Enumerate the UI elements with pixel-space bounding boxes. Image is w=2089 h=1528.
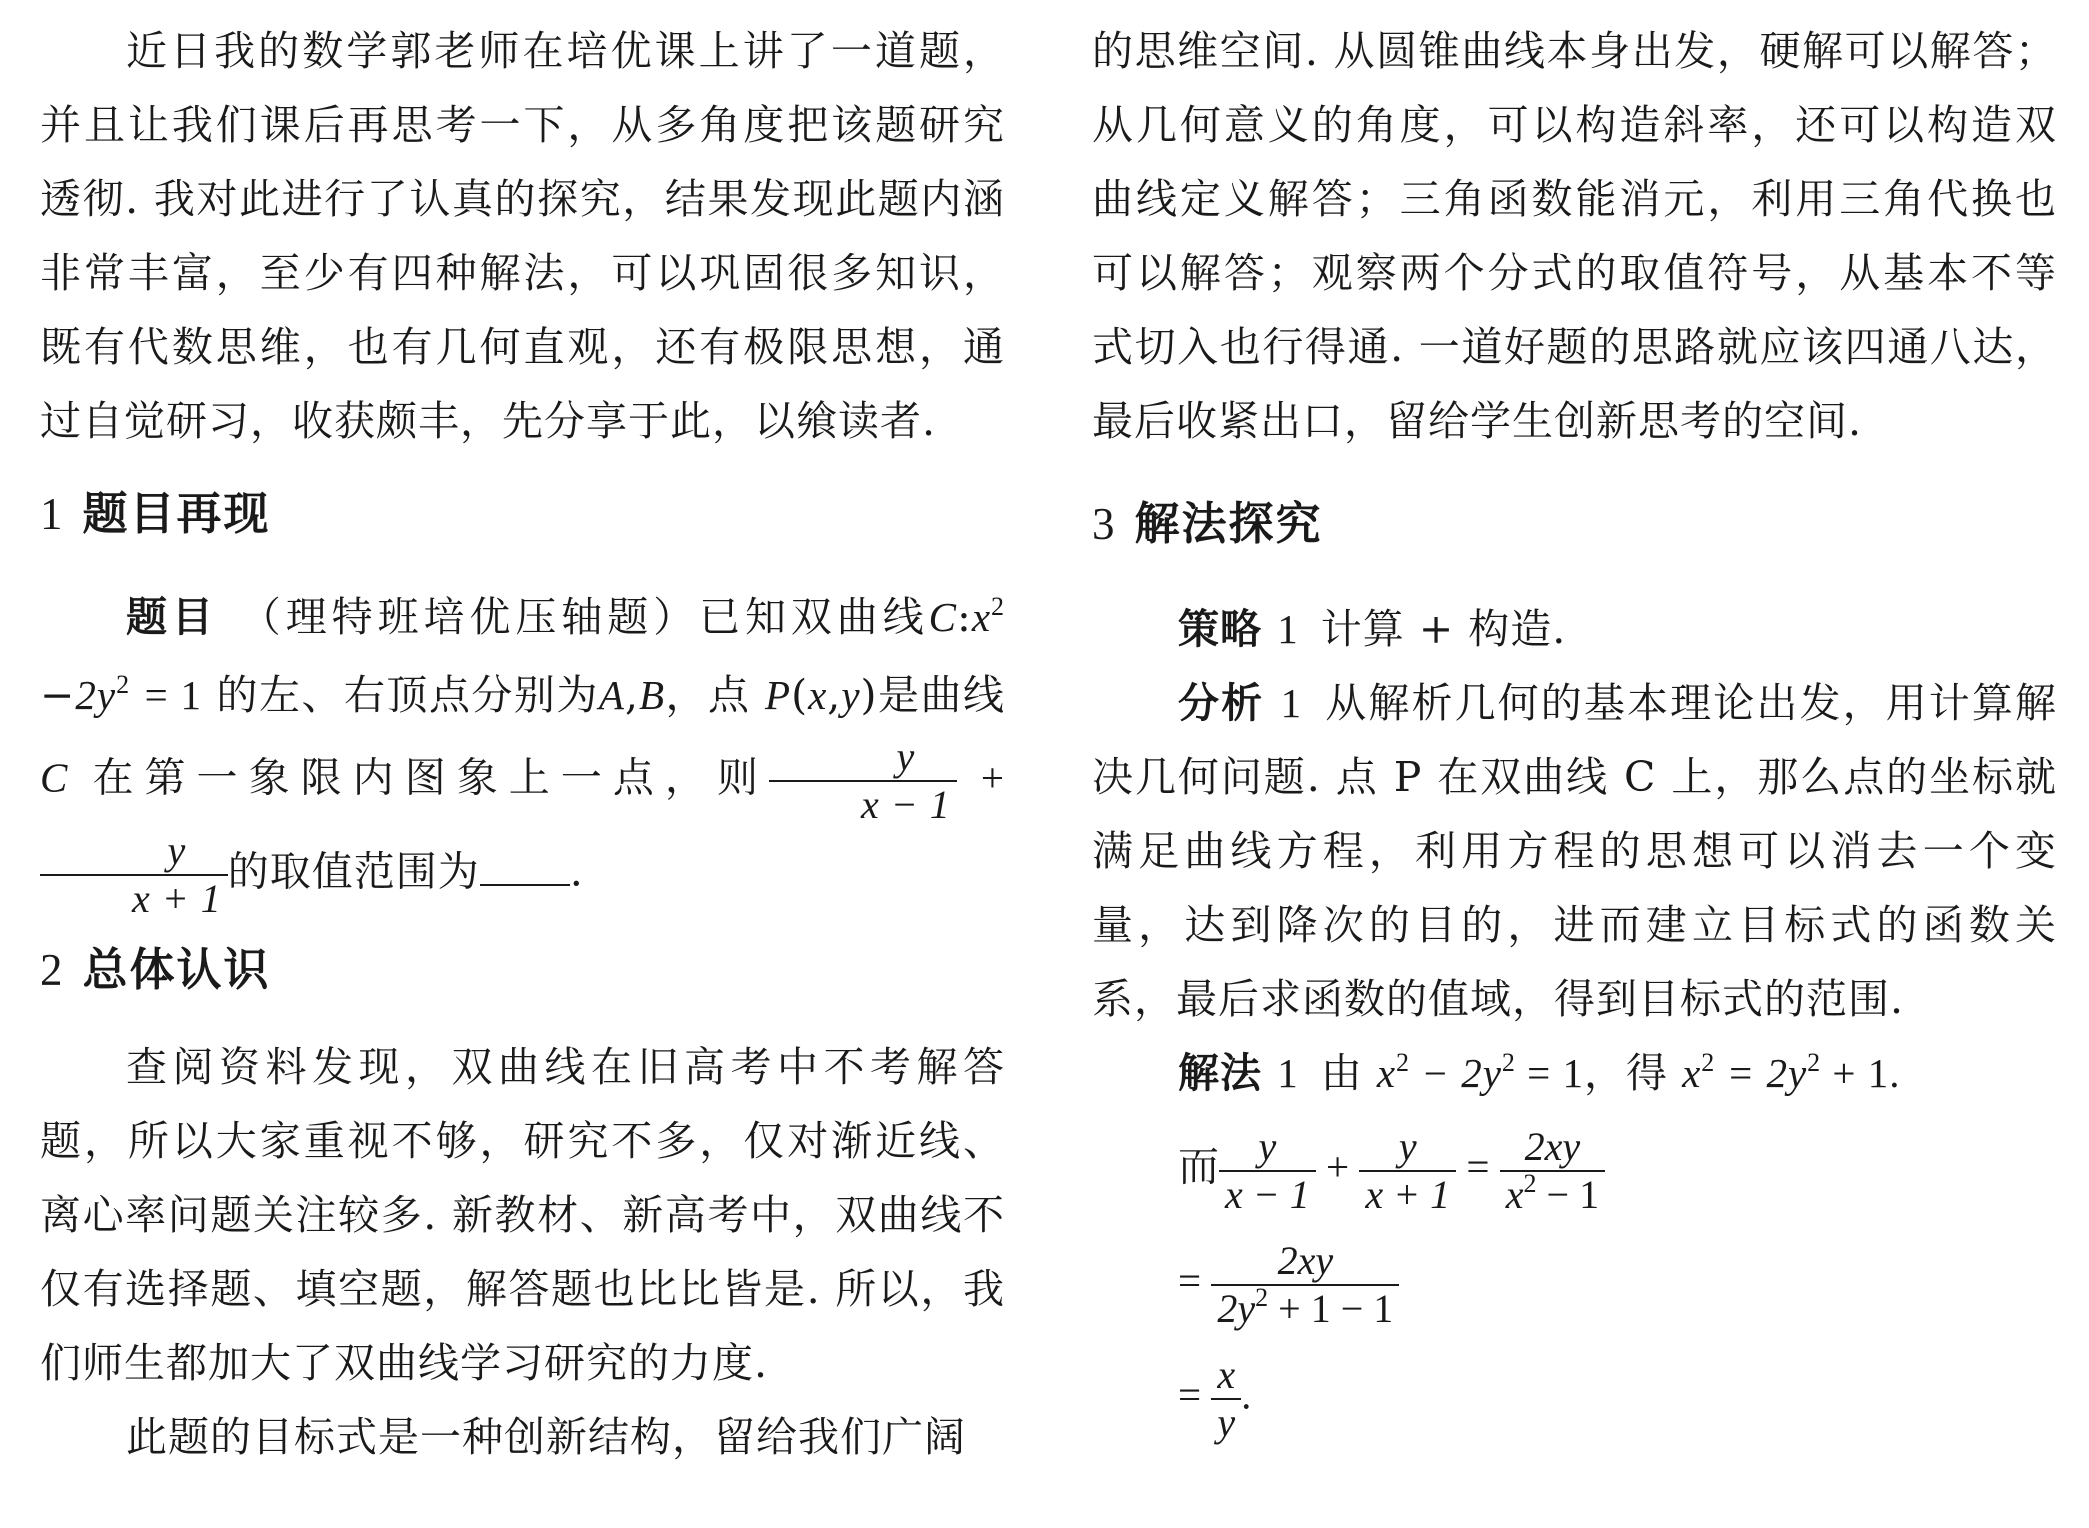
point-p-y: y	[841, 672, 861, 718]
solution-text-2: ，得	[1584, 1049, 1669, 1097]
section-1-heading	[40, 484, 1005, 544]
curve-name: C	[928, 594, 957, 640]
curve-x-exp: 2	[991, 592, 1006, 621]
solution-text-1: 由	[1320, 1049, 1363, 1097]
problem-text-1: （理特班培优压轴题）已知双曲线	[239, 593, 929, 641]
strategy-tag: 策略 1	[1178, 605, 1299, 653]
section-2-number: 2	[40, 945, 65, 995]
problem-text-4: 是曲线	[877, 671, 1006, 719]
equation-line-3: = $\frac{x}{y}$ .	[1178, 1352, 1252, 1445]
curve-y-exp: 2	[116, 670, 131, 699]
section-2-paragraph-1: 查阅资料发现，双曲线在旧高考中不考解答题，所以大家重视不够，研究不多，仅对渐近线、离心率问题关注较多. 新教材、新高考中，双曲线不仅有选择题、填空题，解答题也比比皆是. 所以，我们师生都加大了双曲线学习研究的力度.	[40, 1043, 1005, 1387]
curve-2y: 2y	[75, 672, 117, 718]
curve-eq-one: = 1	[144, 672, 202, 718]
problem-text-5: 在第一象限内图象上一点，则	[92, 753, 770, 802]
point-a: A	[598, 672, 625, 718]
analysis-1	[1092, 666, 2057, 1036]
problem-text-6: 的取值范围为	[227, 847, 480, 896]
curve-name-2: C	[40, 754, 69, 801]
section-3-title: 解法探究	[1134, 497, 1323, 550]
analysis-tag: 分析 1	[1178, 679, 1303, 727]
right-column	[1092, 14, 2057, 1446]
answer-blank	[480, 850, 570, 886]
problem-text-2: 的左、右顶点分别为	[216, 671, 599, 719]
solution-tag: 解法 1	[1178, 1049, 1299, 1097]
problem-paragraph: 题目 （理特班培优压轴题）已知双曲线$C:x^2 -2y^2 = 1$ 的左、右顶点分别为A,B，点 P(x,y)是曲线 C 在第一象限内图象上一点，则 $\frac{y}{x - 1}$ + $\frac{y}{x + 1}$ 的取值范围为 .	[40, 592, 1006, 921]
section-3-heading	[1092, 494, 2057, 554]
section-1-number: 1	[40, 489, 65, 539]
point-b: B	[639, 672, 666, 718]
strategy-text: 计算 + 构造.	[1320, 605, 1567, 653]
intro-paragraph: 近日我的数学郭老师在培优课上讲了一道题，并且让我们课后再思考一下，从多角度把该题研究透彻. 我对此进行了认真的探究，结果发现此题内涵非常丰富，至少有四种解法，可以巩固很多知识，既有代数思维，也有几何直观，还有极限思想，通过自觉研习，收获颇丰，先分享于此，以飨读者.	[40, 27, 1005, 445]
problem-tag: 题目	[126, 593, 218, 641]
equation-line-1: 而 $\frac{y}{x - 1}$ + $\frac{y}{x + 1}$ = $\frac{2xy}{x^2 - 1}$	[1092, 1124, 2057, 1218]
solution-1: 解法 1 由 $x^2 - 2y^2 = 1$，得 $x^2 = 2y^2 + 1$.	[1178, 1048, 1901, 1097]
analysis-text: 从解析几何的基本理论出发，用计算解决几何问题. 点 P 在双曲线 C 上，那么点的坐标就满足曲线方程，利用方程的思想可以消去一个变量，达到降次的目的，进而建立目标式的函数关系，最后求函数的值域，得到目标式的范围.	[1092, 679, 2058, 1023]
fraction-y-over-x-plus-1: $\frac{y}{x + 1}$	[40, 828, 228, 922]
left-column	[40, 14, 1005, 1474]
continuation-paragraph: 的思维空间. 从圆锥曲线本身出发，硬解可以解答；从几何意义的角度，可以构造斜率，还可以构造双曲线定义解答；三角函数能消元，利用三角代换也可以解答；观察两个分式的取值符号，从基本不等式切入也行得通. 一道好题的思路就应该四通八达，最后收紧出口，留给学生创新思考的空间.	[1092, 27, 2057, 445]
section-3-number: 3	[1092, 499, 1117, 549]
strategy-1	[1092, 592, 2057, 666]
fraction-y-over-x-minus-1: $\frac{y}{x - 1}$	[769, 734, 957, 828]
problem-text-3: ，点	[665, 671, 751, 719]
point-p: P	[765, 672, 792, 718]
curve-x: x	[971, 594, 992, 640]
equation-line-2: = $\frac{2xy}{2y^2 + 1 - 1}$	[1092, 1238, 2057, 1332]
section-2-heading	[40, 940, 1005, 1000]
plus-sign: +	[980, 754, 1005, 801]
section-2-paragraph-2: 此题的目标式是一种创新结构，留给我们广阔	[126, 1413, 966, 1461]
point-p-x: x	[808, 672, 828, 718]
section-2-title: 总体认识	[82, 943, 271, 996]
section-1-title: 题目再现	[82, 487, 271, 540]
